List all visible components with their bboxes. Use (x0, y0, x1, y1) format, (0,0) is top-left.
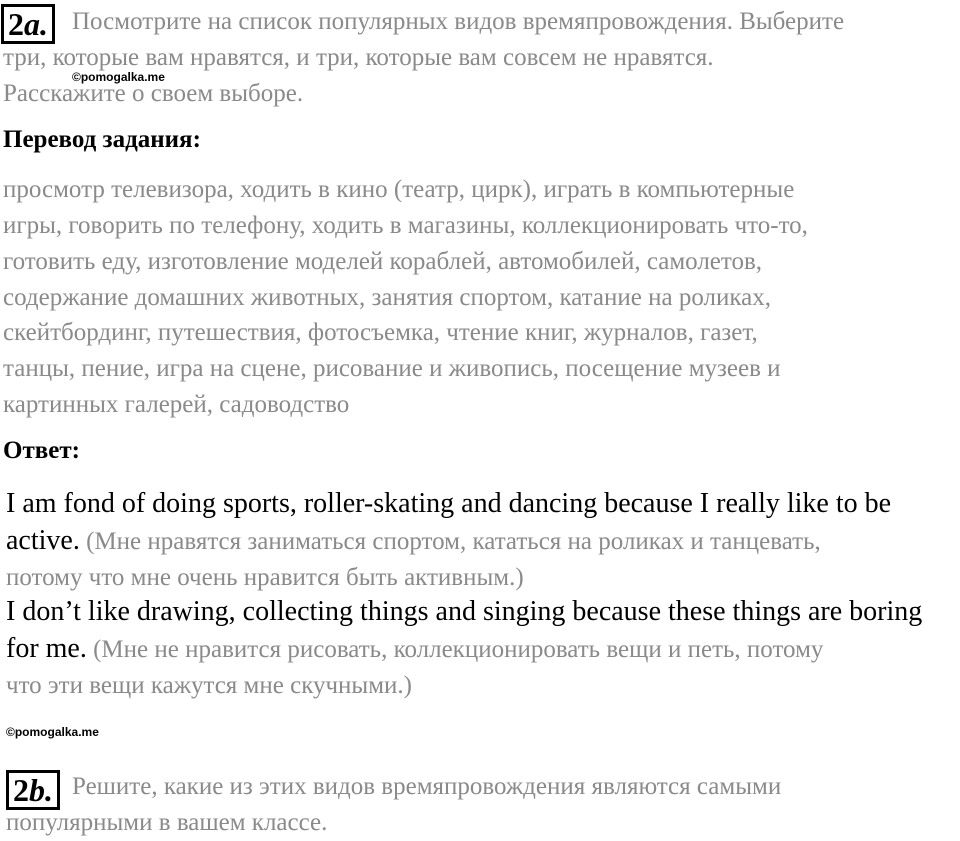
answer-p2-ru: (Мне не нравится рисовать, коллекционировать вещи и петь, потому (86, 636, 824, 663)
translation-line-6: танцы, пение, игра на сцене, рисование и живопись, посещение музеев и (3, 355, 781, 382)
translation-heading: Перевод задания: (3, 126, 201, 153)
task-number: 2 (13, 772, 29, 808)
translation-line-3: готовить еду, изготовление моделей кораблей, автомобилей, самолетов, (3, 248, 763, 275)
answer-p1-line-1: I am fond of doing sports, roller-skating and dancing because I really like to be (6, 488, 892, 519)
task-number: 2 (8, 6, 24, 42)
task-letter: b. (29, 772, 53, 808)
translation-line-4: содержание домашних животных, занятия спортом, катание на роликах, (3, 284, 771, 311)
task-2b-line-2: популярными в вашем классе. (6, 809, 328, 836)
translation-line-2: игры, говорить по телефону, ходить в магазины, коллекционировать что-то, (3, 212, 808, 239)
task-number-badge-2b (6, 770, 60, 810)
answer-heading: Ответ: (3, 437, 80, 464)
translation-line-5: скейтбординг, путешествия, фотосъемка, чтение книг, журналов, газет, (3, 319, 758, 346)
watermark-bottom: ©pomogalka.me (6, 725, 99, 739)
translation-line-7: картинных галерей, садоводство (3, 391, 350, 418)
answer-p1-line-3: потому что мне очень нравится быть активным.) (6, 564, 524, 591)
answer-p1-line-2 (6, 523, 821, 560)
task-2a-line-2: три, которые вам нравятся, и три, которые вам совсем не нравятся. (3, 44, 714, 71)
answer-p2-line-2 (6, 631, 823, 668)
task-number-badge-2a (1, 4, 55, 44)
watermark-top: ©pomogalka.me (72, 70, 165, 84)
task-2a-line-3: Расскажите о своем выборе. (3, 80, 304, 107)
task-2b-line-1: Решите, какие из этих видов времяпровождения являются самыми (72, 773, 782, 800)
answer-p2-en: for me. (6, 633, 87, 664)
task-letter: a. (24, 6, 48, 42)
answer-p1-ru: (Мне нравятся заниматься спортом, кататься на роликах и танцевать, (79, 528, 821, 555)
translation-line-1: просмотр телевизора, ходить в кино (театр, цирк), играть в компьютерные (3, 176, 795, 203)
answer-p2-line-3: что эти вещи кажутся мне скучными.) (6, 672, 413, 699)
task-2a-line-1: Посмотрите на список популярных видов времяпровождения. Выберите (72, 8, 845, 35)
answer-p1-en: active. (6, 525, 80, 556)
answer-p2-line-1: I don’t like drawing, collecting things and singing because these things are boring (6, 596, 923, 627)
